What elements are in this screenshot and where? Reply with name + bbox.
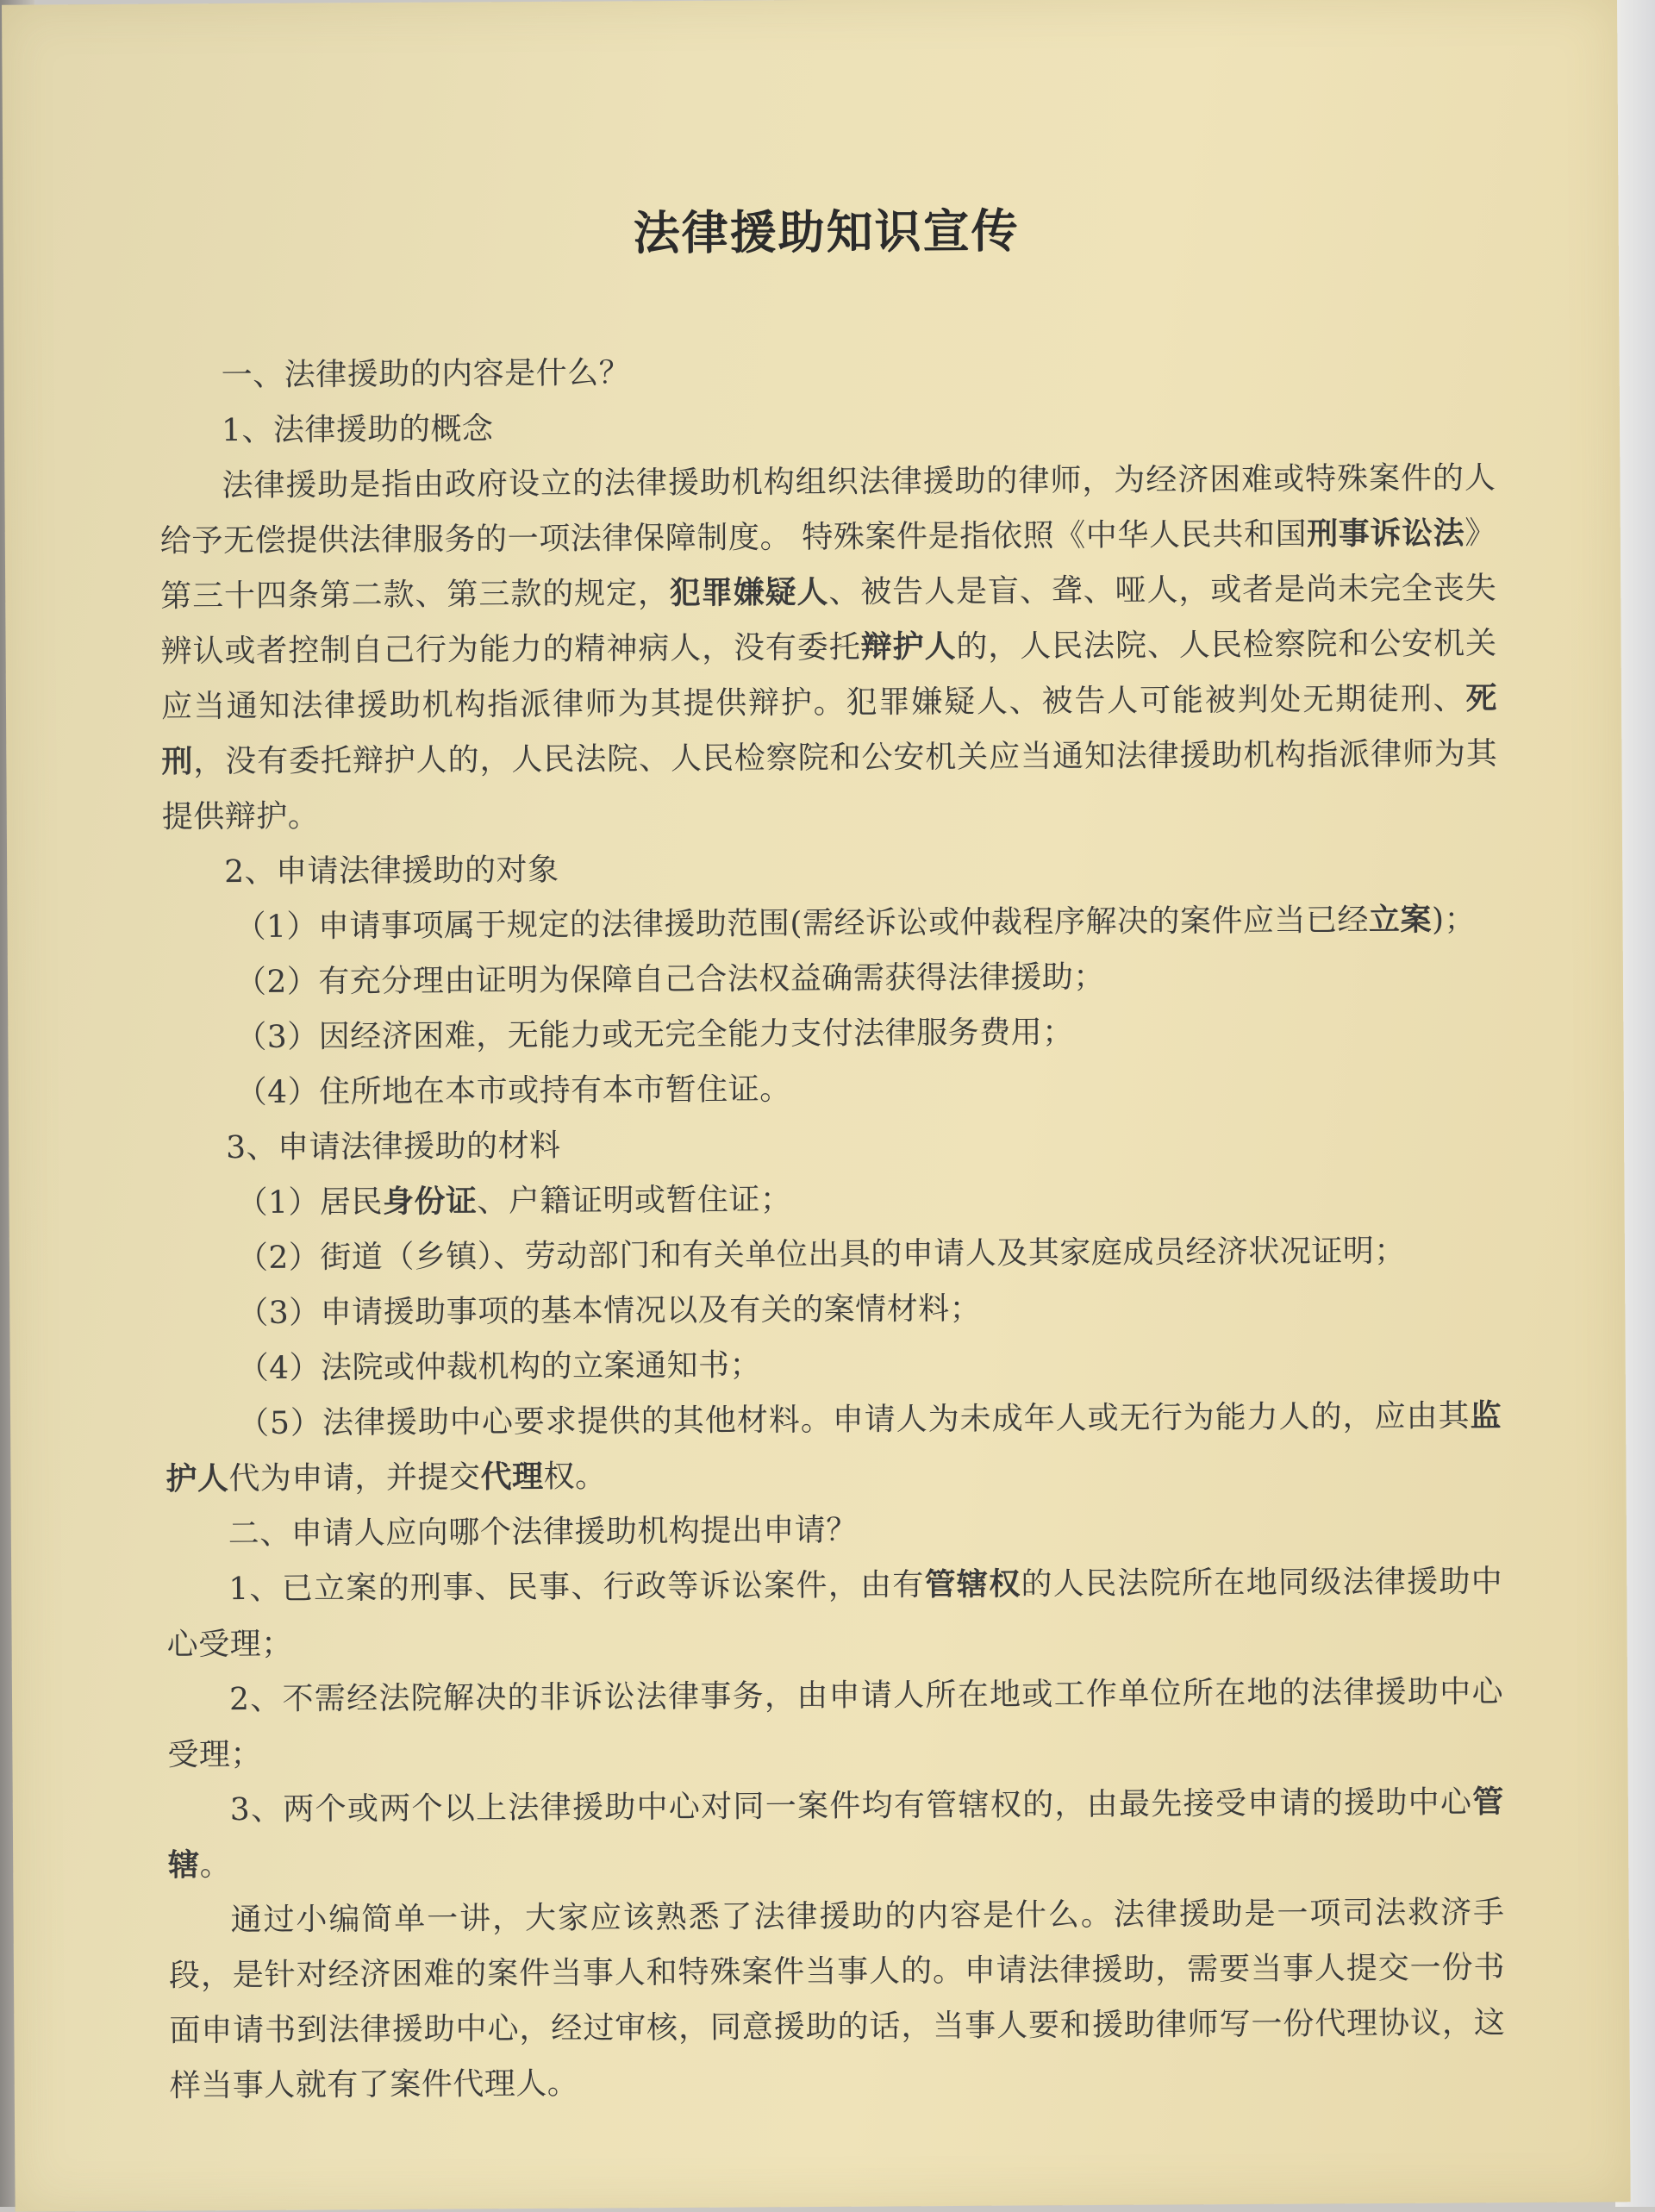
section1-sub2-heading: 2、申请法律援助的对象 <box>224 852 559 890</box>
section2-p3-text-c: 。 <box>199 1847 232 1884</box>
eligibility-item-1-bold: 立案 <box>1368 902 1433 939</box>
materials-item-1-text-a: （1）居民 <box>236 1184 384 1222</box>
materials-item-5-text-e: 权。 <box>543 1459 607 1495</box>
materials-item-3: （3）申请援助事项的基本情况以及有关的案情材料； <box>237 1290 982 1332</box>
section2-p1-text-a: 1、已立案的刑事、民事、行政等诉讼案件，由有 <box>228 1567 925 1608</box>
materials-item-4: （4）法院或仲裁机构的立案通知书； <box>237 1347 762 1387</box>
section2-p3-bold: 管辖 <box>168 1784 1504 1884</box>
concept-text-c: 》第三十四条第二款、第三款的规定， <box>160 516 1496 615</box>
materials-item-5 <box>166 1389 1502 1507</box>
eligibility-item-4: （4）住所地在本市或持有本市暂住证。 <box>235 1072 791 1111</box>
materials-item-5-bold-agency: 代理 <box>480 1459 544 1496</box>
paper-sheet <box>2 0 1631 2212</box>
eligibility-item-3: （3）因经济困难，无能力或无完全能力支付法律服务费用； <box>235 1015 1074 1056</box>
materials-item-2: （2）街道（乡镇）、劳动部门和有关单位出具的申请人及其家庭成员经济状况证明； <box>236 1233 1406 1277</box>
section2-p1-bold: 管辖权 <box>924 1566 1021 1603</box>
page-title: 法律援助知识宣传 <box>633 203 1020 261</box>
section2-p1-text-c: 的人民法院所在地同级法律援助中心受理； <box>166 1564 1503 1663</box>
section2-paragraph-1 <box>166 1554 1503 1672</box>
closing-paragraph: 通过小编简单一讲，大家应该熟悉了法律援助的内容是什么。法律援助是一项司法救济手段，是针对经济困难的案件当事人和特殊案件当事人的。申请法律援助，需要当事人提交一份书面申请书到法律援助中心，经过审核，同意援助的话，当事人要和援助律师写一份代理协议，这样当事人就有了案件代理人。 <box>168 1895 1506 2104</box>
materials-item-1-bold: 身份证 <box>382 1184 478 1221</box>
concept-bold-death-penalty: 死刑 <box>161 681 1498 780</box>
eligibility-item-1-text-a: （1）申请事项属于规定的法律援助范围(需经诉讼或仲裁程序解决的案件应当已经 <box>234 903 1370 946</box>
materials-item-5-text-a: （5）法律援助中心要求提供的其他材料。申请人为未成年人或无行为能力人的，应由其 <box>237 1398 1471 1442</box>
section1-heading: 一、法律援助的内容是什么？ <box>221 355 631 394</box>
materials-item-1-text-c: 、户籍证明或暂住证； <box>477 1182 792 1220</box>
section2-paragraph-2: 2、不需经法院解决的非诉讼法律事务，由申请人所在地或工作单位所在地的法律援助中心受理； <box>167 1674 1504 1773</box>
document-body <box>158 194 1506 2114</box>
concept-text-f: ，没有委托辩护人的，人民法院、人民检察院和公安机关应当通知法律援助机构指派律师为其提供辩护。 <box>161 736 1498 835</box>
eligibility-item-1-text-c: )； <box>1431 902 1477 938</box>
materials-item-1 <box>164 1168 1500 1231</box>
eligibility-item-2: （2）有充分理由证明为保障自己合法权益确需获得法律援助； <box>234 959 1105 1001</box>
concept-bold-suspect: 犯罪嫌疑人 <box>669 574 829 612</box>
concept-text-d: 、被告人是盲、聋、哑人，或者是尚未完全丧失辨认或者控制自己行为能力的精神病人，没有委托 <box>160 571 1497 670</box>
section2-p3-text-a: 3、两个或两个以上法律援助中心对同一案件均有管辖权的，由最先接受申请的援助中心 <box>229 1784 1473 1828</box>
concept-bold-criminal-procedure-law: 刑事诉讼法 <box>1307 516 1465 553</box>
concept-text-a: 法律援助是指由政府设立的法律援助机构组织法律援助的律师，为经济困难或特殊案件的人给予无偿提供法律服务的一项法律保障制度。 特殊案件是指依照《中华人民共和国 <box>159 460 1496 559</box>
section1-sub1-heading: 1、法律援助的概念 <box>221 411 494 449</box>
section2-heading: 二、申请人应向哪个法律援助机构提出申请？ <box>228 1512 858 1553</box>
materials-item-5-bold-guardian: 监护人 <box>166 1398 1502 1497</box>
concept-paragraph <box>159 451 1498 845</box>
section2-paragraph-3 <box>168 1775 1505 1893</box>
concept-text-e: 的，人民法院、人民检察院和公安机关应当通知法律援助机构指派律师为其提供辩护。犯罪嫌疑人、被告人可能被判处无期徒刑、 <box>160 626 1497 725</box>
concept-bold-defender: 辩护人 <box>860 628 957 665</box>
materials-item-5-text-c: 代为申请，并提交 <box>228 1459 481 1497</box>
section1-sub3-heading: 3、申请法律援助的材料 <box>225 1128 561 1166</box>
eligibility-item-1 <box>162 892 1498 955</box>
